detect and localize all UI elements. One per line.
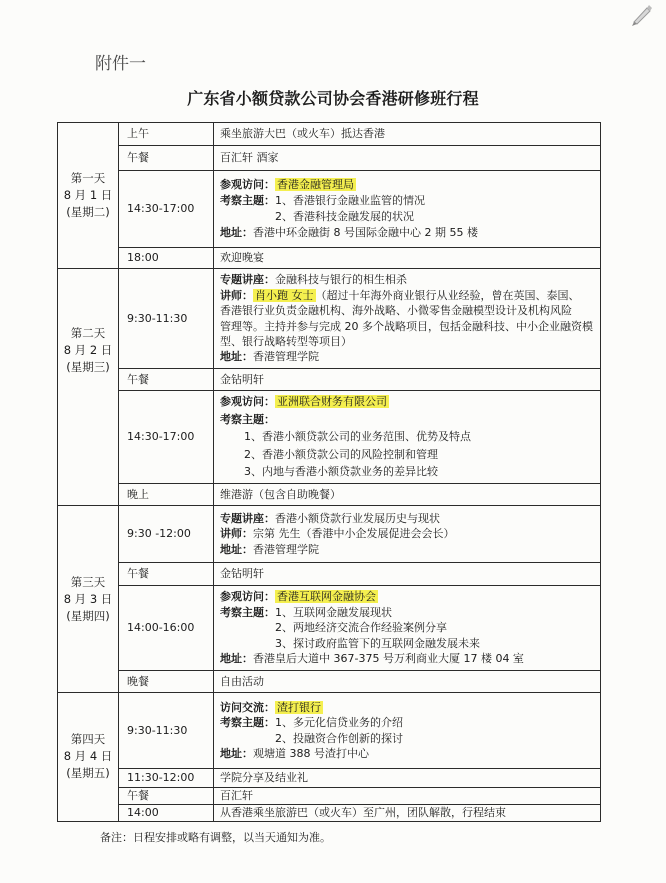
content-cell: [214, 269, 601, 369]
content-cell: 欢迎晚宴: [214, 248, 601, 269]
lecturer-text: 宗第 先生（香港中小企发展促进会会长）: [253, 527, 455, 541]
address-text: 观塘道 388 号渣打中心: [253, 747, 369, 760]
lecturer-bio: 型、银行战略转型等项目）: [220, 334, 352, 348]
topic-label: 考察主题：: [220, 716, 275, 729]
address-line: [220, 225, 596, 241]
table-row: [58, 693, 601, 769]
lecturer-label: 讲师：: [220, 527, 253, 541]
visit-line: [220, 589, 596, 605]
content-cell: [214, 506, 601, 563]
day-date: 8 月 3 日: [63, 591, 113, 606]
topic-item: 1、香港小额贷款公司的业务范围、优势及特点: [244, 430, 471, 444]
time-cell: 午餐: [119, 146, 214, 171]
day-weekday: (星期二): [66, 205, 110, 219]
address-label: 地址：: [220, 652, 253, 666]
time-cell: 14:00: [119, 805, 214, 822]
lecturer-line: [220, 288, 596, 303]
topic-item: 2、香港科技金融发展的状况: [275, 210, 414, 223]
visit-line: [220, 177, 596, 193]
address-text: 香港中环金融街 8 号国际金融中心 2 期 55 楼: [253, 226, 478, 239]
lecture-label: 专题讲座：: [220, 273, 275, 287]
content-cell: 金钻明轩: [214, 369, 601, 391]
document-title: 广东省小额贷款公司协会香港研修班行程: [187, 89, 479, 108]
content-cell: 维港游（包含自助晚餐）: [214, 484, 601, 506]
lecturer-label: 讲师：: [220, 288, 253, 302]
visit-label: 参观访问：: [220, 395, 275, 409]
lecturer-bio: 管理等。主持并参与完成 20 多个战略项目，包括金融科技、中小企业融资模: [220, 319, 593, 333]
day-date: 8 月 1 日: [63, 188, 113, 202]
topic-item: 2、投融资合作创新的探讨: [275, 731, 403, 745]
content-cell: 乘坐旅游大巴（或火车）抵达香港: [214, 123, 601, 146]
lecture-title: 金融科技与银行的相生相杀: [275, 273, 407, 287]
day-label: 第三天: [70, 574, 106, 589]
time-cell: 午餐: [119, 369, 214, 391]
address-label: 地址：: [220, 226, 253, 239]
topic-line: [220, 193, 596, 209]
visit-line: [220, 700, 596, 716]
time-cell: 午餐: [119, 788, 214, 805]
table-row: [58, 484, 601, 506]
lecture-label: 专题讲座：: [220, 511, 275, 525]
lecture-line: [220, 511, 596, 527]
day-cell-4: [58, 693, 119, 822]
day-cell-3: [58, 506, 119, 693]
address-line: [220, 746, 596, 762]
time-cell: 9:30-11:30: [119, 693, 214, 769]
address-line: [220, 651, 596, 667]
time-cell: 9:30-11:30: [119, 269, 214, 369]
topic-item: 3、探讨政府监管下的互联网金融发展未来: [275, 636, 480, 650]
day-date: 8 月 4 日: [63, 749, 113, 764]
time-cell: 14:30-17:00: [119, 171, 214, 248]
day-weekday: (星期四): [66, 608, 110, 623]
address-text: 香港管理学院: [253, 542, 319, 556]
table-row: [58, 269, 601, 369]
topic-label: 考察主题：: [220, 605, 275, 619]
pencil-mark-icon: [628, 2, 654, 26]
table-row: [58, 171, 601, 248]
address-text: 香港管理学院: [253, 350, 319, 364]
time-cell: 11:30-12:00: [119, 769, 214, 788]
topic-label: 考察主题：: [220, 412, 275, 426]
day-weekday: (星期五): [66, 766, 110, 781]
table-row: [58, 146, 601, 171]
time-cell: 9:30 -12:00: [119, 506, 214, 563]
lecturer-bio: （超过十年海外商业银行从业经验，曾在英国、泰国、: [315, 288, 580, 302]
day-cell-1: [58, 123, 119, 269]
table-row: [58, 563, 601, 586]
lecture-line: [220, 272, 596, 287]
content-cell: 金钻明轩: [214, 563, 601, 586]
time-cell: 18:00: [119, 248, 214, 269]
visit-label: 访问交流：: [220, 700, 275, 714]
lecturer-line: [220, 526, 596, 542]
footnote: 备注：日程安排或略有调整，以当天通知为准。: [100, 831, 331, 844]
lecture-title: 香港小额贷款行业发展历史与现状: [275, 511, 440, 525]
content-cell: [214, 586, 601, 671]
time-cell: 上午: [119, 123, 214, 146]
table-row: [58, 788, 601, 805]
day-weekday: (星期三): [66, 359, 110, 374]
table-row: [58, 391, 601, 484]
visit-label: 参观访问：: [220, 590, 275, 604]
visit-target-highlight: 香港金融管理局: [277, 178, 354, 191]
visit-target-highlight: 渣打银行: [277, 700, 321, 714]
attachment-label: 附件一: [95, 54, 146, 74]
day-label: 第二天: [70, 325, 106, 340]
topic-item: 1、多元化信贷业务的介绍: [275, 716, 403, 729]
table-row: [58, 805, 601, 822]
content-cell: 百汇轩: [214, 788, 601, 805]
time-cell: 晚上: [119, 484, 214, 506]
table-row: [58, 506, 601, 563]
topic-item: 1、互联网金融发展现状: [275, 605, 392, 619]
topic-line: [220, 605, 596, 621]
table-row: [58, 369, 601, 391]
topic-label: 考察主题：: [220, 194, 275, 207]
visit-line: [220, 393, 596, 411]
address-label: 地址：: [220, 747, 253, 760]
itinerary-table: [57, 122, 601, 822]
visit-label: 参观访问：: [220, 178, 275, 191]
content-cell: [214, 171, 601, 248]
topic-line: [220, 715, 596, 731]
visit-target-highlight: 亚洲联合财务有限公司: [277, 395, 387, 409]
table-row: [58, 248, 601, 269]
table-row: [58, 123, 601, 146]
time-cell: 14:00-16:00: [119, 586, 214, 671]
content-cell: 从香港乘坐旅游巴（或火车）至广州，团队解散，行程结束: [214, 805, 601, 822]
day-label: 第一天: [70, 171, 106, 185]
table-row: [58, 671, 601, 693]
content-cell: 自由活动: [214, 671, 601, 693]
lecturer-bio: 香港银行业负责金融机构、海外战略、小微零售金融模型设计及机构风险: [220, 304, 572, 318]
address-label: 地址：: [220, 350, 253, 364]
day-cell-2: [58, 269, 119, 506]
content-cell: [214, 693, 601, 769]
time-cell: 午餐: [119, 563, 214, 586]
day-date: 8 月 2 日: [63, 342, 113, 357]
address-line: [220, 542, 596, 558]
topic-item: 2、香港小额贷款公司的风险控制和管理: [244, 447, 438, 461]
topic-item: 3、内地与香港小额贷款业务的差异比较: [244, 465, 438, 479]
content-cell: 百汇轩 酒家: [214, 146, 601, 171]
visit-target-highlight: 香港互联网金融协会: [277, 590, 376, 604]
time-cell: 晚餐: [119, 671, 214, 693]
table-row: [58, 769, 601, 788]
day-label: 第四天: [70, 732, 106, 747]
lecturer-name-highlight: 肖小跑 女士: [255, 288, 314, 302]
table-row: [58, 586, 601, 671]
topic-item: 2、两地经济交流合作经验案例分享: [275, 621, 447, 635]
topic-item: 1、香港银行金融业监管的情况: [275, 194, 425, 207]
address-text: 香港皇后大道中 367-375 号万利商业大厦 17 楼 04 室: [253, 652, 524, 666]
address-label: 地址：: [220, 542, 253, 556]
address-line: [220, 349, 596, 364]
content-cell: [214, 391, 601, 484]
time-cell: 14:30-17:00: [119, 391, 214, 484]
content-cell: 学院分享及结业礼: [214, 769, 601, 788]
